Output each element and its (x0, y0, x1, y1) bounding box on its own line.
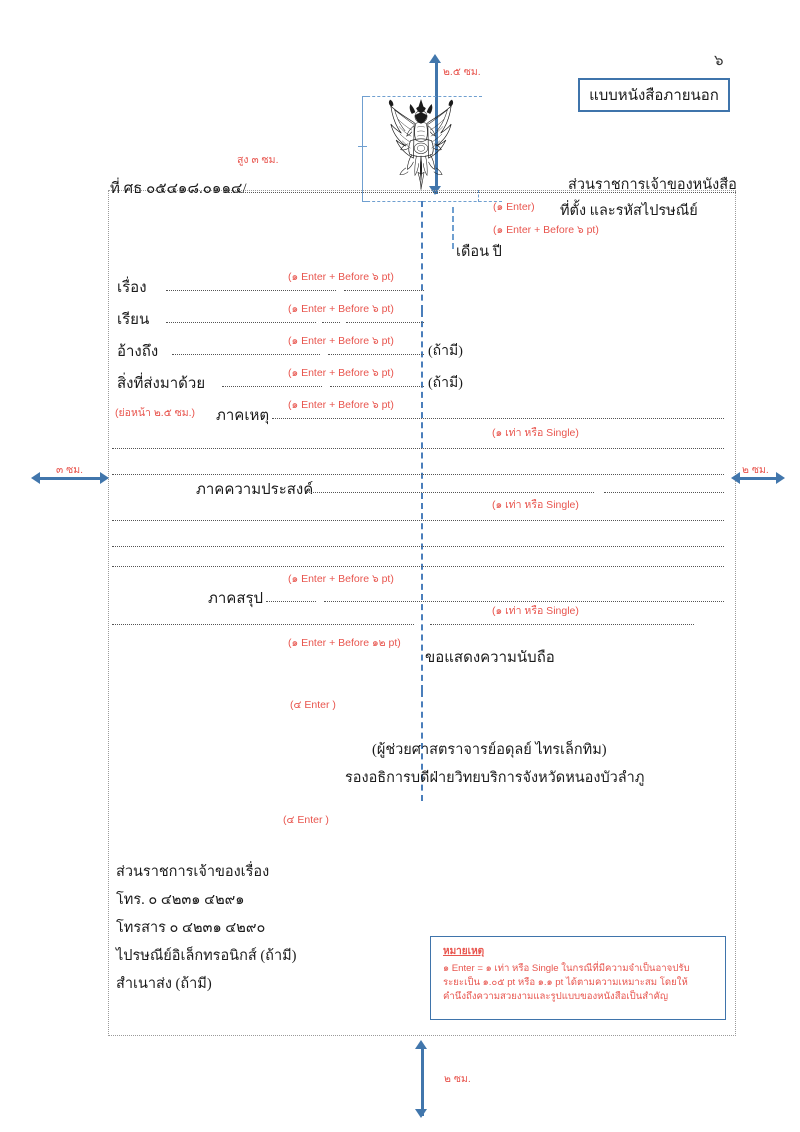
field-dotline-1a (166, 322, 316, 323)
bottom-margin-arrow-head-up (415, 1040, 427, 1049)
field-dotline-0a (166, 290, 336, 291)
purpose-dotline-0a (306, 492, 594, 493)
right-margin-arrow-head-right (776, 472, 785, 484)
purpose-dotline-2 (112, 546, 724, 547)
bottom-margin-label: ๒ ซม. (444, 1073, 471, 1085)
left-margin-label: ๓ ซม. (56, 464, 84, 476)
note-line-2: คำนึงถึงความสวยงามและรูปแบบของหนังสือเป็นสำคัญ (443, 991, 669, 1002)
annotation-field-0: (๑ Enter + Before ๖ pt) (288, 271, 394, 283)
field-suffix-2: (ถ้ามี) (428, 344, 463, 359)
date-line: เดือน ปี (456, 244, 502, 260)
annotation-before12: (๑ Enter + Before ๑๒ pt) (288, 637, 401, 649)
field-label-1: เรียน (117, 312, 150, 328)
bottom-margin-arrow-line (421, 1048, 424, 1116)
reason-dotline-0 (272, 418, 724, 419)
bottom-margin-arrow-head-down (415, 1109, 427, 1118)
field-label-3: สิ่งที่ส่งมาด้วย (117, 376, 206, 392)
form-type-box (578, 78, 730, 112)
field-dotline-3a (222, 386, 322, 387)
address-postcode-label: ที่ตั้ง และรหัสไปรษณีย์ (560, 203, 698, 219)
section-label-reason: ภาคเหตุ (216, 408, 270, 424)
field-dotline-1b (322, 322, 340, 323)
conclusion-dotline-0a (266, 601, 316, 602)
note-title: หมายเหตุ (443, 946, 485, 957)
conclusion-dotline-1b (430, 624, 694, 625)
annotation-section-conclusion: (๑ Enter + Before ๖ pt) (288, 573, 394, 585)
conclusion-dotline-1a (112, 624, 414, 625)
indent-note: (ย่อหน้า ๒.๕ ซม.) (115, 407, 196, 419)
garuda-emblem-icon (383, 97, 459, 195)
signer-name: (ผู้ช่วยศาสตราจารย์อดุลย์ ไทรเล็กทิม) (372, 742, 607, 758)
annotation-field-2: (๑ Enter + Before ๖ pt) (288, 335, 394, 347)
purpose-dotline-0b (604, 492, 724, 493)
field-dotline-2a (172, 354, 320, 355)
annotation-purpose-single: (๑ เท่า หรือ Single) (492, 499, 579, 511)
top-margin-arrow-head-up (429, 54, 441, 63)
left-margin-arrow-head-right (100, 472, 109, 484)
agency-owner-label: ส่วนราชการเจ้าของหนังสือ (568, 177, 737, 193)
field-dotline-2b (328, 354, 424, 355)
footer-line-4: สำเนาส่ง (ถ้ามี) (116, 976, 212, 992)
form-type-label: แบบหนังสือภายนอก (589, 88, 719, 104)
annotation-field-3: (๑ Enter + Before ๖ pt) (288, 367, 394, 379)
annotation-conclusion-single: (๑ เท่า หรือ Single) (492, 605, 579, 617)
footer-line-2: โทรสาร ๐ ๔๒๓๑ ๔๒๙๐ (116, 920, 266, 936)
field-label-2: อ้างถึง (117, 344, 159, 360)
footer-line-0: ส่วนราชการเจ้าของเรื่อง (116, 864, 270, 880)
reason-dotline-1 (112, 448, 724, 449)
field-dotline-0b (344, 290, 424, 291)
page-number: ๖ (714, 53, 724, 69)
annotation-reason-single: (๑ เท่า หรือ Single) (492, 427, 579, 439)
doc-number: ที่ ศธ ๐๕๔๑๘.๐๑๑๔/ (110, 181, 247, 197)
right-margin-arrow-head-left (731, 472, 740, 484)
footer-line-1: โทร. ๐ ๔๒๓๑ ๔๒๙๑ (116, 892, 245, 908)
field-dotline-1c (346, 322, 424, 323)
date-guide-line (452, 207, 454, 249)
annotation-enter-4-top: (๔ Enter ) (290, 699, 336, 711)
right-margin-label: ๒ ซม. (742, 464, 769, 476)
respect-phrase: ขอแสดงความนับถือ (425, 650, 555, 666)
annotation-enter-1: (๑ Enter) (493, 201, 535, 213)
signer-title: รองอธิการบดีฝ่ายวิทยบริการจังหวัดหนองบัวลำภู (345, 770, 645, 786)
note-line-0: ๑ Enter = ๑ เท่า หรือ Single ในกรณีที่มีความจำเป็นอาจปรับ (443, 963, 690, 974)
annotation-field-1: (๑ Enter + Before ๖ pt) (288, 303, 394, 315)
reason-dotline-2 (112, 474, 724, 475)
left-margin-arrow-head-left (31, 472, 40, 484)
footer-line-3: ไปรษณีย์อิเล็กทรอนิกส์ (ถ้ามี) (116, 948, 297, 964)
emblem-height-label: สูง ๓ ซม. (237, 154, 279, 166)
note-line-1: ระยะเป็น ๑.๐๕ pt หรือ ๑.๑ pt ได้ตามความเหมาะสม โดยให้ (443, 977, 688, 988)
annotation-enter-before6-header: (๑ Enter + Before ๖ pt) (493, 224, 599, 236)
section-label-purpose: ภาคความประสงค์ (196, 482, 314, 498)
annotation-section-reason: (๑ Enter + Before ๖ pt) (288, 399, 394, 411)
emblem-height-bracket (362, 96, 370, 202)
purpose-dotline-1 (112, 520, 724, 521)
section-label-conclusion: ภาคสรุป (208, 591, 264, 607)
note-box (430, 936, 726, 1020)
top-margin-label: ๒.๕ ซม. (443, 66, 481, 78)
field-suffix-3: (ถ้ามี) (428, 376, 463, 391)
purpose-dotline-3 (112, 566, 724, 567)
field-label-0: เรื่อง (117, 280, 147, 296)
field-dotline-3b (330, 386, 424, 387)
annotation-enter-4-bottom: (๔ Enter ) (283, 814, 329, 826)
emblem-height-bracket-tick (358, 146, 367, 147)
